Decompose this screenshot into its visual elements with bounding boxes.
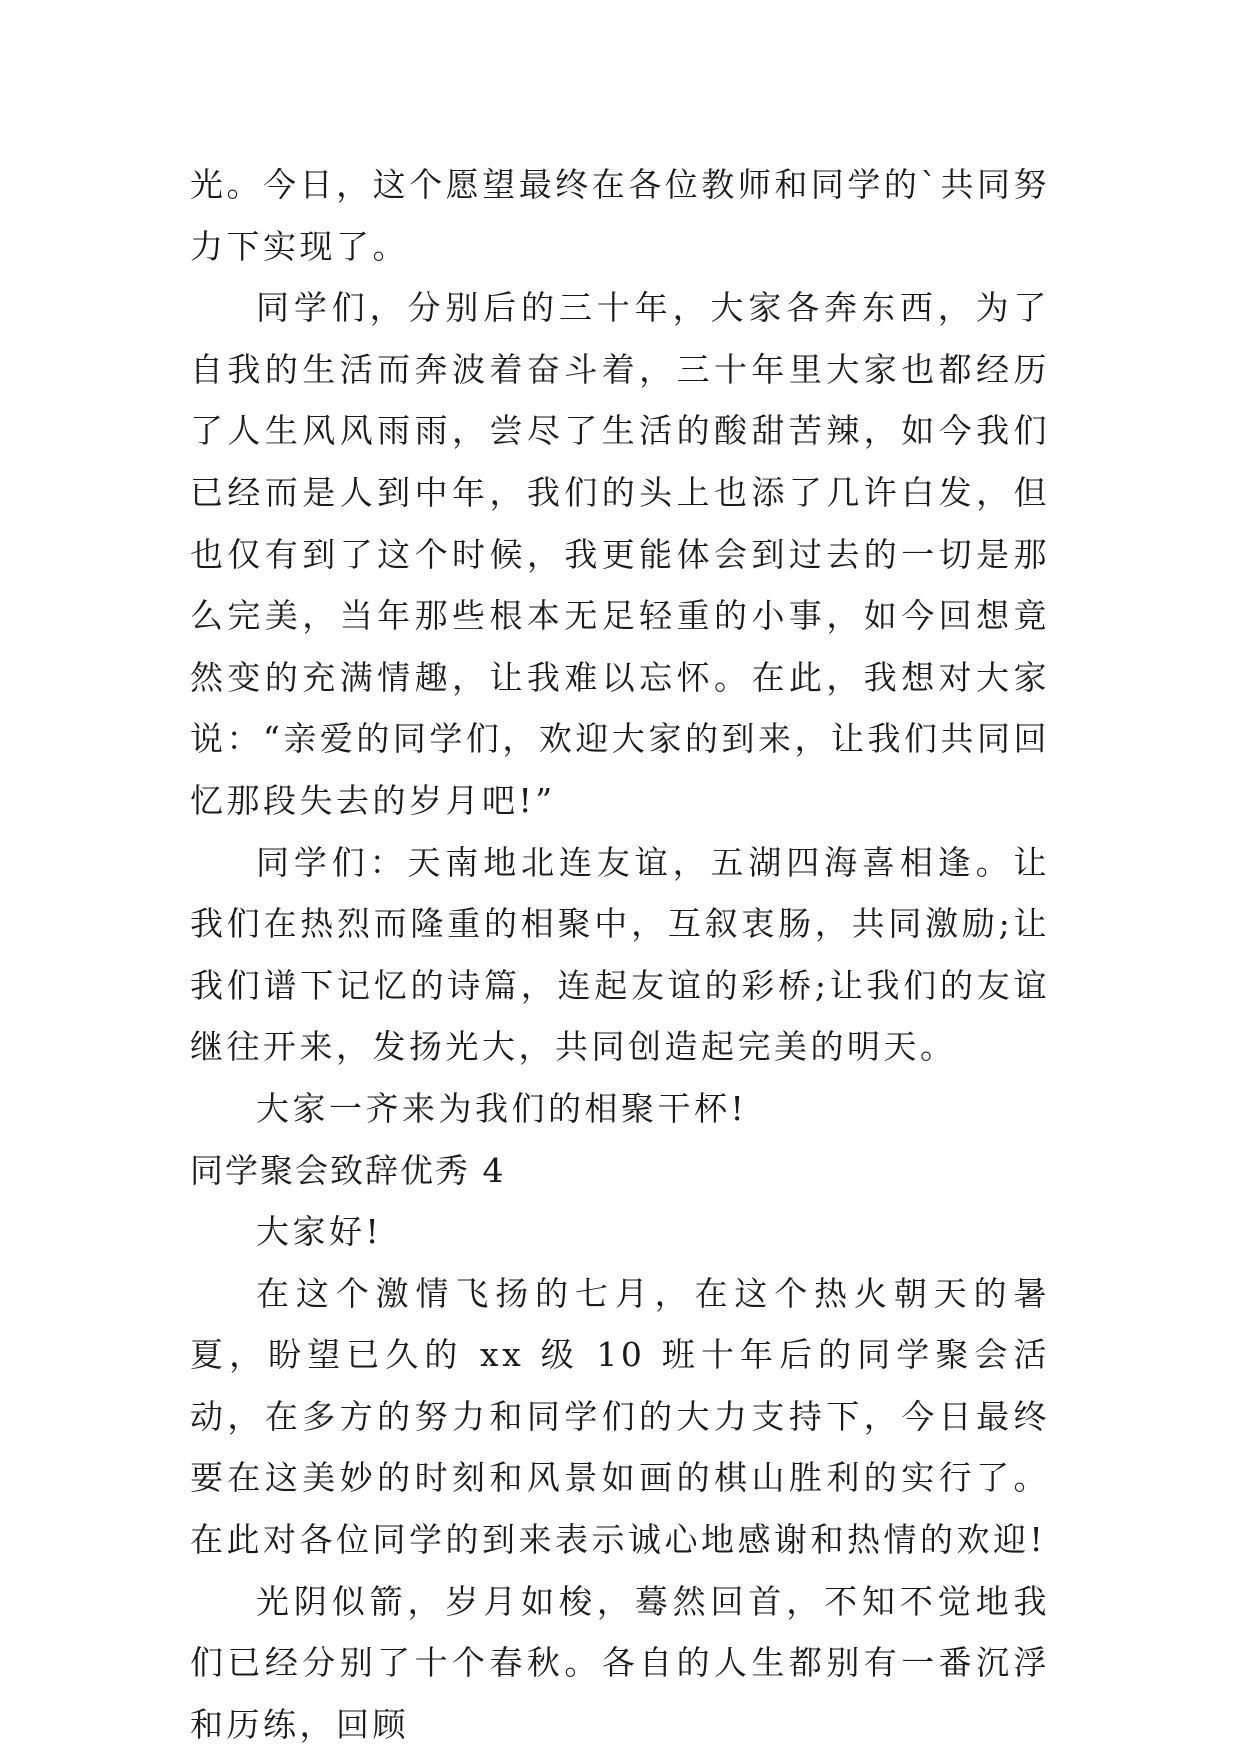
section-title: 同学聚会致辞优秀 4 xyxy=(190,1150,506,1190)
paragraph-toast: 大家一齐来为我们的相聚干杯! xyxy=(256,1088,748,1128)
paragraph-time-flies: 光阴似箭，岁月如梭，蓦然回首，不知不觉地我们已经分别了十个春秋。各自的人生都别有一番沉浮和历练，回顾 xyxy=(190,1581,1050,1744)
paragraph-greeting: 大家好! xyxy=(256,1212,383,1252)
paragraph-continuation: 光。今日，这个愿望最终在各位教师和同学的`共同努力下实现了。 xyxy=(190,165,1050,266)
document-body xyxy=(190,154,1050,1755)
paragraph-classmates-thirty-years: 同学们，分别后的三十年，大家各奔东西，为了自我的生活而奔波着奋斗着，三十年里大家也都经历了人生风风雨雨，尝尽了生活的酸甜苦辣，如今我们已经而是人到中年，我们的头上也添了几许白发，但也仅有到了这个时候，我更能体会到过去的一切是那么完美，当年那些根本无足轻重的小事，如今回想竟然变的充满情趣，让我难以忘怀。在此，我想对大家说：“亲爱的同学们，欢迎大家的到来，让我们共同回忆那段失去的岁月吧!” xyxy=(190,288,1050,820)
paragraph-friendship: 同学们：天南地北连友谊，五湖四海喜相逢。让我们在热烈而隆重的相聚中，互叙衷肠，共同激励;让我们谱下记忆的诗篇，连起友谊的彩桥;让我们的友谊继往开来，发扬光大，共同创造起完美的明天。 xyxy=(190,842,1050,1067)
paragraph-july-reunion: 在这个激情飞扬的七月，在这个热火朝天的暑夏，盼望已久的 xx 级 10 班十年后的同学聚会活动，在多方的努力和同学们的大力支持下，今日最终要在这美妙的时刻和风景如画的棋山胜利的实行了。在此对各位同学的到来表示诚心地感谢和热情的欢迎! xyxy=(190,1273,1050,1560)
